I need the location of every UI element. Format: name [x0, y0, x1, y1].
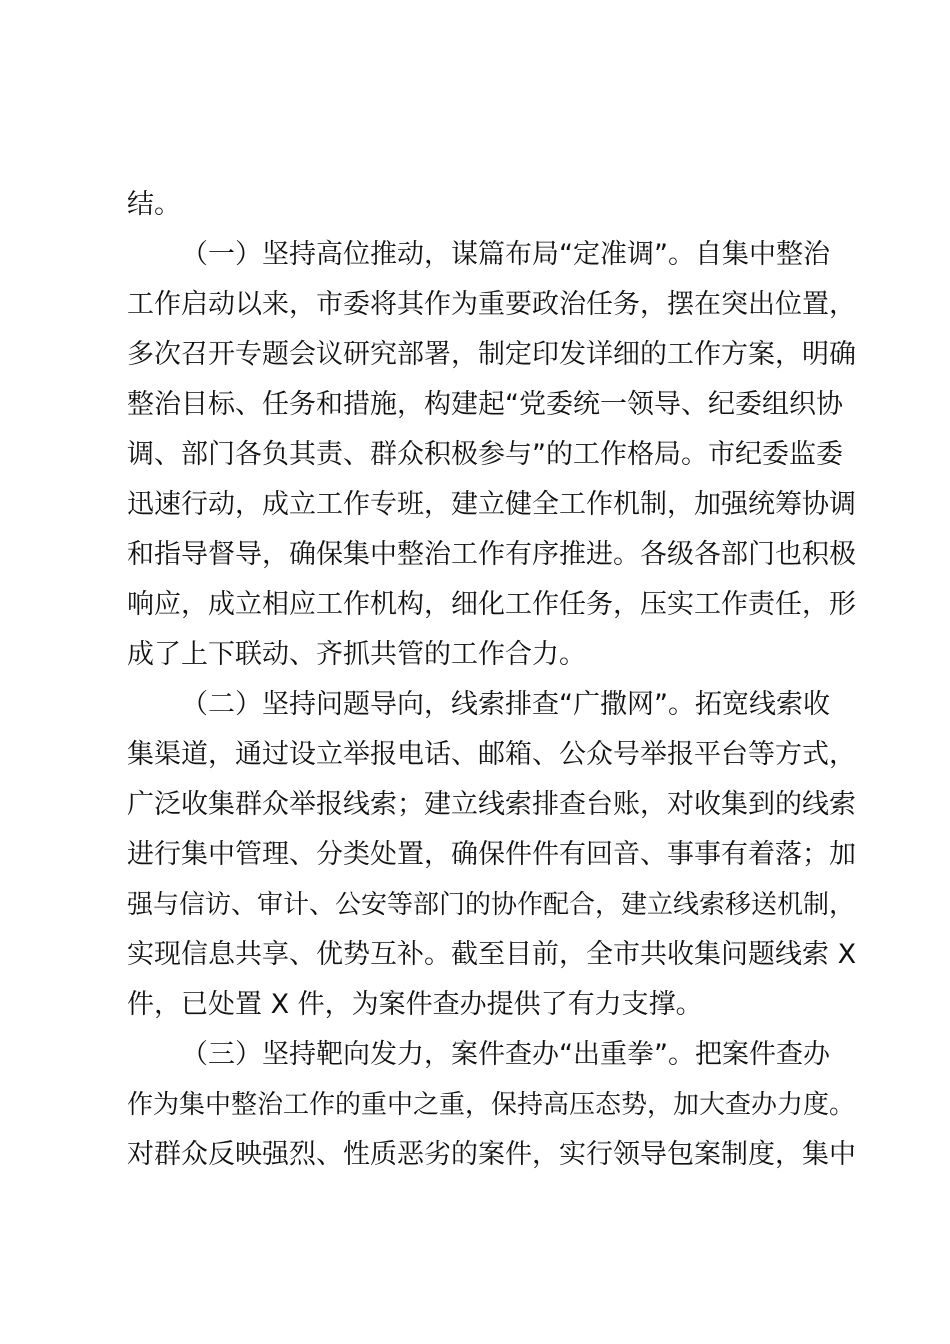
text-line: 多次召开专题会议研究部署，制定印发详细的工作方案，明确	[127, 339, 856, 370]
text-line: 强与信访、审计、公安等部门的协作配合，建立线索移送机制，	[127, 890, 856, 920]
text-line: 工作启动以来，市委将其作为重要政治任务，摆在突出位置，	[127, 289, 856, 320]
text-line: 件，已处置 X 件，为案件查办提供了有力支撑。	[127, 989, 703, 1020]
text-line: 整治目标、任务和措施，构建起“党委统一领导、纪委组织协	[127, 389, 843, 420]
text-line: 结。	[127, 189, 181, 220]
section-heading-line: （三）坚持靶向发力，案件查办“出重拳”。把案件查办	[181, 1039, 830, 1070]
text-line: 对群众反映强烈、性质恶劣的案件，实行领导包案制度，集中	[127, 1139, 856, 1170]
section-heading-line: （二）坚持问题导向，线索排查“广撒网”。拓宽线索收	[181, 689, 830, 720]
text-line: 和指导督导，确保集中整治工作有序推进。各级各部门也积极	[127, 539, 856, 570]
text-line: 广泛收集群众举报线索；建立线索排查台账，对收集到的线索	[127, 789, 856, 820]
text-line: 进行集中管理、分类处置，确保件件有回音、事事有着落；加	[127, 839, 856, 870]
text-line: 作为集中整治工作的重中之重，保持高压态势，加大查办力度。	[127, 1090, 856, 1120]
text-line: 响应，成立相应工作机构，细化工作任务，压实工作责任，形	[127, 589, 856, 620]
text-line: 迅速行动，成立工作专班，建立健全工作机制，加强统筹协调	[127, 489, 856, 520]
text-line: 调、部门各负其责、群众积极参与”的工作格局。市纪委监委	[127, 439, 843, 470]
text-line: 成了上下联动、齐抓共管的工作合力。	[127, 639, 586, 670]
text-line: 集渠道，通过设立举报电话、邮箱、公众号举报平台等方式，	[127, 739, 856, 770]
text-line: 实现信息共享、优势互补。截至目前，全市共收集问题线索 X	[127, 939, 857, 970]
section-heading-line: （一）坚持高位推动，谋篇布局“定准调”。自集中整治	[181, 239, 830, 270]
